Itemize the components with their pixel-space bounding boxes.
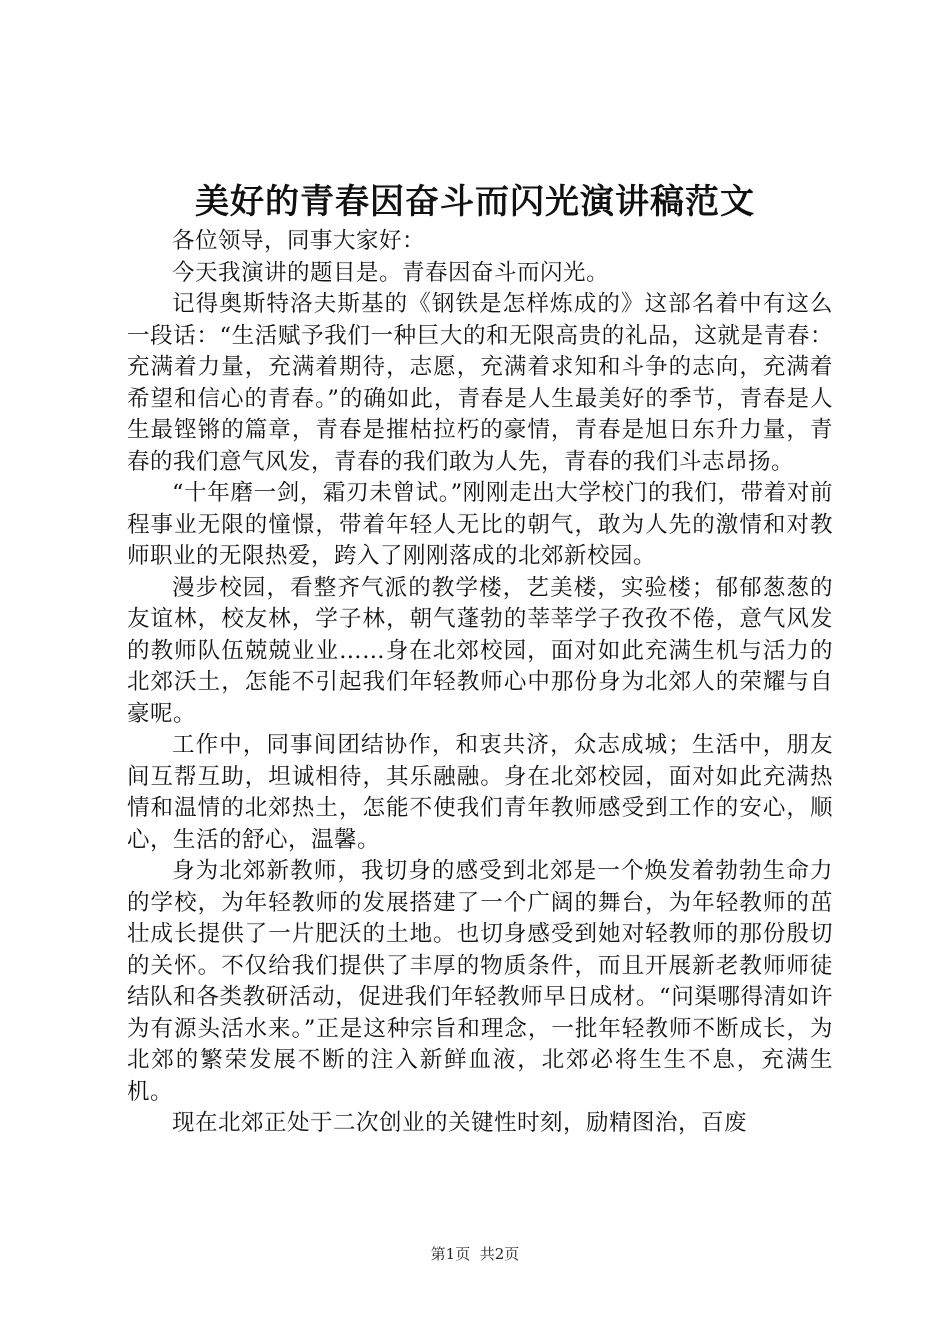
- paragraph-new-teacher: 身为北郊新教师，我切身的感受到北郊是一个焕发着勃勃生命力的学校，为年轻教师的发展搭建了一个广阔的舞台，为年轻教师的茁壮成长提供了一片肥沃的土地。也切身感受到她对轻教师的那份殷切的关怀。不仅给我们提供了丰厚的物质条件，而且开展新老教师师徒结队和各类教研活动，促进我们年轻教师早日成材。“问渠哪得清如许为有源头活水来。”正是这种宗旨和理念，一批年轻教师不断成长，为北郊的繁荣发展不断的注入新鲜血液，北郊必将生生不息，充满生机。: [127, 858, 833, 1105]
- paragraph-topic: 今天我演讲的题目是。青春因奋斗而闪光。: [172, 259, 610, 286]
- page-footer: [0, 1244, 950, 1264]
- paragraph-colleagues: 工作中，同事间团结协作，和衷共济，众志成城；生活中，朋友间互帮互助，坦诚相待，其乐融融。身在北郊校园，面对如此充满热情和温情的北郊热土，怎能不使我们青年教师感受到工作的安心，顺心，生活的舒心，温馨。: [127, 732, 833, 853]
- paragraph-greeting: 各位领导，同事大家好：: [172, 228, 426, 254]
- page-title: 美好的青春因奋斗而闪光演讲稿范文: [195, 182, 755, 222]
- page-total: 共2页: [479, 1245, 520, 1263]
- paragraph-campus-walk: 漫步校园，看整齐气派的教学楼，艺美楼，实验楼；郁郁葱葱的友谊林，校友林，学子林，朝气蓬勃的莘莘学子孜孜不倦，意气风发的教师队伍兢兢业业……身在北郊校园，面对如此充满生机与活力的北郊沃土，怎能不引起我们年轻教师心中那份身为北郊人的荣耀与自豪呢。: [127, 574, 833, 727]
- paragraph-new-campus: “十年磨一剑，霜刃未曾试。”刚刚走出大学校门的我们，带着对前程事业无限的憧憬，带着年轻人无比的朝气，敢为人先的激情和对教师职业的无限热爱，跨入了刚刚落成的北郊新校园。: [127, 480, 833, 569]
- page-number: 第1页: [430, 1245, 471, 1263]
- document-body: [127, 226, 833, 1140]
- paragraph-second-venture: 现在北郊正处于二次创业的关键性时刻，励精图治，百废: [172, 1110, 748, 1136]
- paragraph-youth-quote: 记得奥斯特洛夫斯基的《钢铁是怎样炼成的》这部名着中有这么一段话：“生活赋予我们一种巨大的和无限高贵的礼品，这就是青春：充满着力量，充满着期待，志愿，充满着求知和斗争的志向，充满着希望和信心的青春。”的确如此，青春是人生最美好的季节，青春是人生最铿锵的篇章，青春是摧枯拉朽的豪情，青春是旭日东升力量，青春的我们意气风发，青春的我们敢为人先，青春的我们斗志昂扬。: [127, 291, 833, 475]
